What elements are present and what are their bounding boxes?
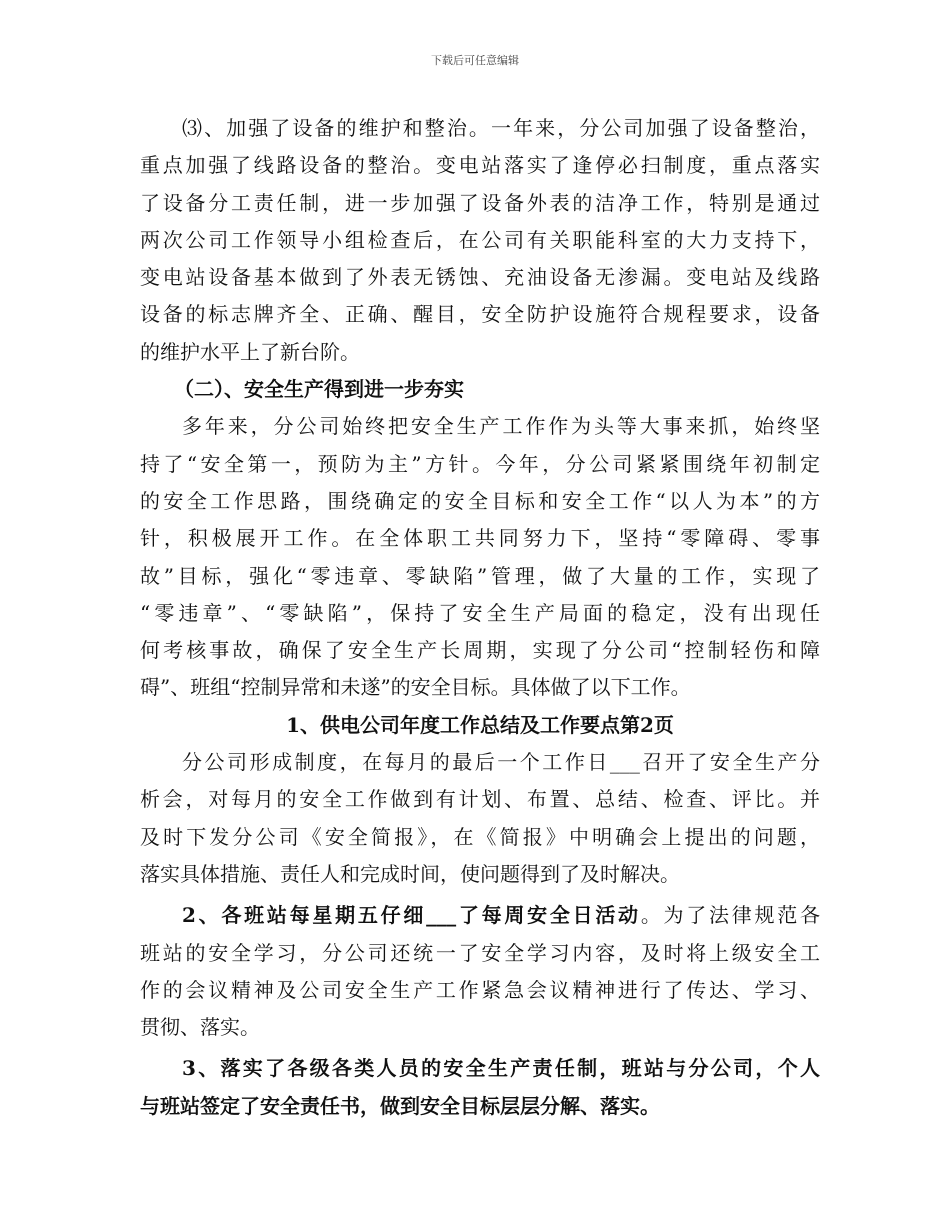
item-2-paragraph — [140, 897, 820, 1046]
section-3-paragraph — [140, 110, 820, 371]
document-body — [140, 110, 820, 1125]
paragraph-line: 变电站设备基本做到了外表无锈蚀、充油设备无渗漏。变电站及线路 — [140, 265, 820, 290]
paragraph-line: 多年来，分公司始终把安全生产工作作为头等大事来抓，始终坚 — [182, 414, 820, 439]
text-segment: 分公司形成制度，在每月的最后一个工作日 — [182, 750, 610, 775]
item-heading: 2、各班站每星期五仔细 — [182, 903, 427, 928]
paragraph-line: 持了“安全第一，预防为主”方针。今年，分公司紧紧围绕年初制定 — [140, 451, 820, 476]
paragraph-line: ⑶、加强了设备的维护和整治。一年来，分公司加强了设备整治， — [182, 116, 820, 140]
center-title: 1、供电公司年度工作总结及工作要点第2页 — [286, 712, 674, 737]
blank-field: ___ — [609, 750, 640, 775]
paragraph-line: 的维护水平上了新台阶。 — [140, 339, 360, 364]
paragraph-line: 重点加强了线路设备的整治。变电站落实了逢停必扫制度，重点落实 — [140, 153, 820, 178]
safety-paragraph — [140, 408, 820, 706]
paragraph-line: 班站的安全学习，分公司还统一了安全学习内容，及时将上级安全工 — [140, 940, 820, 965]
blank-field: ___ — [426, 903, 457, 928]
paragraph-line: 析会，对每月的安全工作做到有计划、布置、总结、检查、评比。并 — [140, 787, 820, 812]
paragraph-line: 落实具体措施、责任人和完成时间，使问题得到了及时解决。 — [140, 861, 680, 886]
paragraph-line: 3、落实了各级各类人员的安全生产责任制，班站与分公司，个人 — [182, 1056, 820, 1081]
paragraph-line: 两次公司工作领导小组检查后，在公司有关职能科室的大力支持下， — [140, 227, 820, 252]
paragraph-line: 碍”、班组“控制异常和未遂”的安全目标。具体做了以下工作。 — [140, 675, 691, 700]
paragraph-line: 何考核事故，确保了安全生产长周期，实现了分公司“控制轻伤和障 — [140, 638, 820, 663]
item-3-paragraph — [140, 1050, 820, 1125]
paragraph-line: 针，积极展开工作。在全体职工共同努力下，坚持“零障碍、零事 — [140, 526, 820, 551]
paragraph-line: 及时下发分公司《安全简报》，在《简报》中明确会上提出的问题， — [140, 824, 820, 849]
paragraph-line: 与班站签定了安全责任书，做到安全目标层层分解、落实。 — [140, 1093, 660, 1118]
paragraph-line — [140, 897, 820, 934]
paragraph-line: 作的会议精神及公司安全生产工作紧急会议精神进行了传达、学习、 — [140, 977, 820, 1002]
paragraph-line: 贯彻、落实。 — [140, 1015, 260, 1040]
paragraph-line: 了设备分工责任制，进一步加强了设备外表的洁净工作，特别是通过 — [140, 190, 820, 215]
paragraph-line: “零违章”、“零缺陷”，保持了安全生产局面的稳定，没有出现任 — [140, 600, 820, 625]
paragraph-line: 故”目标，强化“零违章、零缺陷”管理，做了大量的工作，实现了 — [140, 563, 820, 588]
paragraph-line: 设备的标志牌齐全、正确、醒目，安全防护设施符合规程要求，设备 — [140, 302, 820, 327]
text-segment: 。为了法律规范各 — [640, 903, 821, 928]
paragraph-line — [140, 744, 820, 781]
item-heading: 了每周安全日活动 — [456, 903, 641, 928]
text-segment: 召开了安全生产分 — [639, 750, 821, 775]
paragraph-line: 的安全工作思路，围绕确定的安全目标和安全工作“以人为本”的方 — [140, 488, 820, 513]
page-header: 下载后可任意编辑 — [431, 54, 519, 67]
section-heading: （二）、安全生产得到进一步夯实 — [174, 377, 464, 402]
meeting-paragraph — [140, 744, 820, 893]
